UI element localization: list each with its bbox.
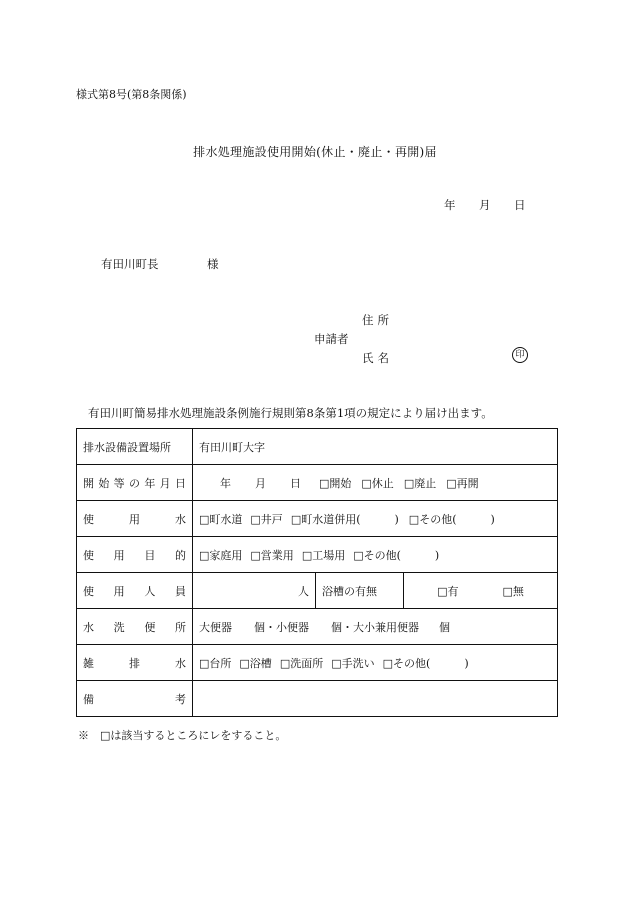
label-char: 使 (83, 512, 94, 526)
gray-other-close: ) (464, 656, 469, 670)
label-char: 水 (175, 656, 186, 670)
flush-toilet-label (83, 619, 186, 635)
checkbox-washroom[interactable]: □洗面所 (279, 656, 324, 670)
toilet-combined-unit: 個 (439, 620, 450, 634)
label-char: の (128, 476, 140, 490)
table-row-water-source (77, 501, 558, 537)
users-unit: 人 (298, 584, 309, 598)
toilet-combined-label: 個・大小兼用便器 (331, 620, 419, 634)
checkbox-household[interactable]: □家庭用 (199, 548, 243, 562)
checkbox-bathtub-yes[interactable]: □有 (437, 584, 459, 598)
label-char: 排 (129, 656, 140, 670)
label-char: 用 (113, 548, 125, 562)
start-day-label: 日 (290, 476, 301, 490)
water-source-label (83, 511, 186, 527)
label-char: 人 (144, 584, 156, 598)
water-other-close: ) (490, 512, 495, 526)
start-year-label: 年 (220, 476, 231, 490)
addressee-name: 有田川町長 (101, 257, 159, 271)
users-value[interactable] (193, 573, 316, 609)
date-day-label: 日 (514, 198, 526, 212)
remarks-value[interactable] (193, 681, 558, 717)
date-month-label: 月 (479, 198, 491, 212)
applicant-label: 申請者 (314, 332, 349, 346)
name-label: 氏名 (362, 351, 393, 365)
label-char: 備 (83, 692, 94, 706)
checkbox-town-water-combined[interactable]: □町水道併用( (290, 512, 361, 526)
toilet-urinal-label: 個・小便器 (254, 620, 309, 634)
document-title: 排水処理施設使用開始(休止・廃止・再開)届 (193, 145, 437, 159)
town-water-combined-close: ) (394, 512, 399, 526)
form-number: 様式第8号(第8条関係) (76, 88, 187, 101)
address-label: 住所 (362, 313, 393, 327)
label-char: 員 (174, 584, 186, 598)
label-char: 雑 (83, 656, 94, 670)
checkbox-start[interactable]: □開始 (319, 476, 352, 490)
label-char: 目 (144, 548, 156, 562)
location-value[interactable]: 有田川町大字 (193, 429, 558, 465)
checkbox-factory[interactable]: □工場用 (301, 548, 346, 562)
gray-water-value (193, 645, 558, 681)
checkbox-bath[interactable]: □浴槽 (239, 656, 272, 670)
label-char: 等 (113, 476, 125, 490)
location-label: 排水設備設置場所 (77, 429, 193, 465)
label-char: 始 (98, 476, 110, 490)
addressee-honorific: 様 (207, 257, 219, 271)
label-char: 日 (174, 476, 186, 490)
start-month-label: 月 (255, 476, 266, 490)
start-date-label (83, 475, 186, 491)
application-table (76, 428, 558, 717)
footnote: ※ □は該当するところにレをすること。 (78, 729, 287, 742)
bathtub-label: 浴槽の有無 (316, 573, 404, 609)
gray-water-label (83, 655, 186, 671)
label-char: 所 (174, 620, 186, 634)
table-row-start-date (77, 465, 558, 501)
label-char: 用 (129, 512, 140, 526)
label-char: 開 (83, 476, 94, 490)
table-row-location (77, 429, 558, 465)
checkbox-business[interactable]: □営業用 (250, 548, 294, 562)
toilet-large-label: 大便器 (199, 620, 232, 634)
remarks-label (83, 691, 186, 707)
purpose-label (83, 547, 186, 563)
bathtub-value (404, 573, 558, 609)
label-char: 月 (159, 476, 171, 490)
checkbox-bathtub-no[interactable]: □無 (502, 584, 524, 598)
table-row-gray-water (77, 645, 558, 681)
start-date-value[interactable] (193, 465, 558, 501)
purpose-other-close: ) (434, 548, 440, 562)
checkbox-kitchen[interactable]: □台所 (199, 656, 232, 670)
water-source-value (193, 501, 558, 537)
users-label (83, 583, 186, 599)
label-char: 年 (144, 476, 156, 490)
checkbox-town-water[interactable]: □町水道 (199, 512, 243, 526)
table-row-remarks (77, 681, 558, 717)
intro-text: 有田川町簡易排水処理施設条例施行規則第8条第1項の規定により届け出ます。 (88, 406, 493, 420)
label-char: 考 (175, 692, 186, 706)
checkbox-gray-other[interactable]: □その他( (382, 656, 431, 670)
label-char: 的 (174, 548, 186, 562)
label-char: 便 (144, 620, 156, 634)
label-char: 洗 (113, 620, 125, 634)
date-year-label: 年 (444, 198, 456, 212)
purpose-value (193, 537, 558, 573)
table-row-purpose (77, 537, 558, 573)
checkbox-abolish[interactable]: □廃止 (403, 476, 437, 490)
label-char: 水 (83, 620, 94, 634)
label-char: 使 (83, 548, 94, 562)
table-row-flush-toilet (77, 609, 558, 645)
label-char: 水 (175, 512, 186, 526)
checkbox-water-other[interactable]: □その他( (408, 512, 457, 526)
label-char: 用 (113, 584, 125, 598)
checkbox-handwash[interactable]: □手洗い (331, 656, 375, 670)
seal-mark: 印 (512, 347, 528, 363)
label-char: 使 (83, 584, 94, 598)
table-row-users (77, 573, 558, 609)
checkbox-well[interactable]: □井戸 (250, 512, 283, 526)
flush-toilet-value[interactable] (193, 609, 558, 645)
checkbox-resume[interactable]: □再開 (446, 476, 479, 490)
checkbox-suspend[interactable]: □休止 (361, 476, 394, 490)
checkbox-purpose-other[interactable]: □その他( (353, 548, 401, 562)
